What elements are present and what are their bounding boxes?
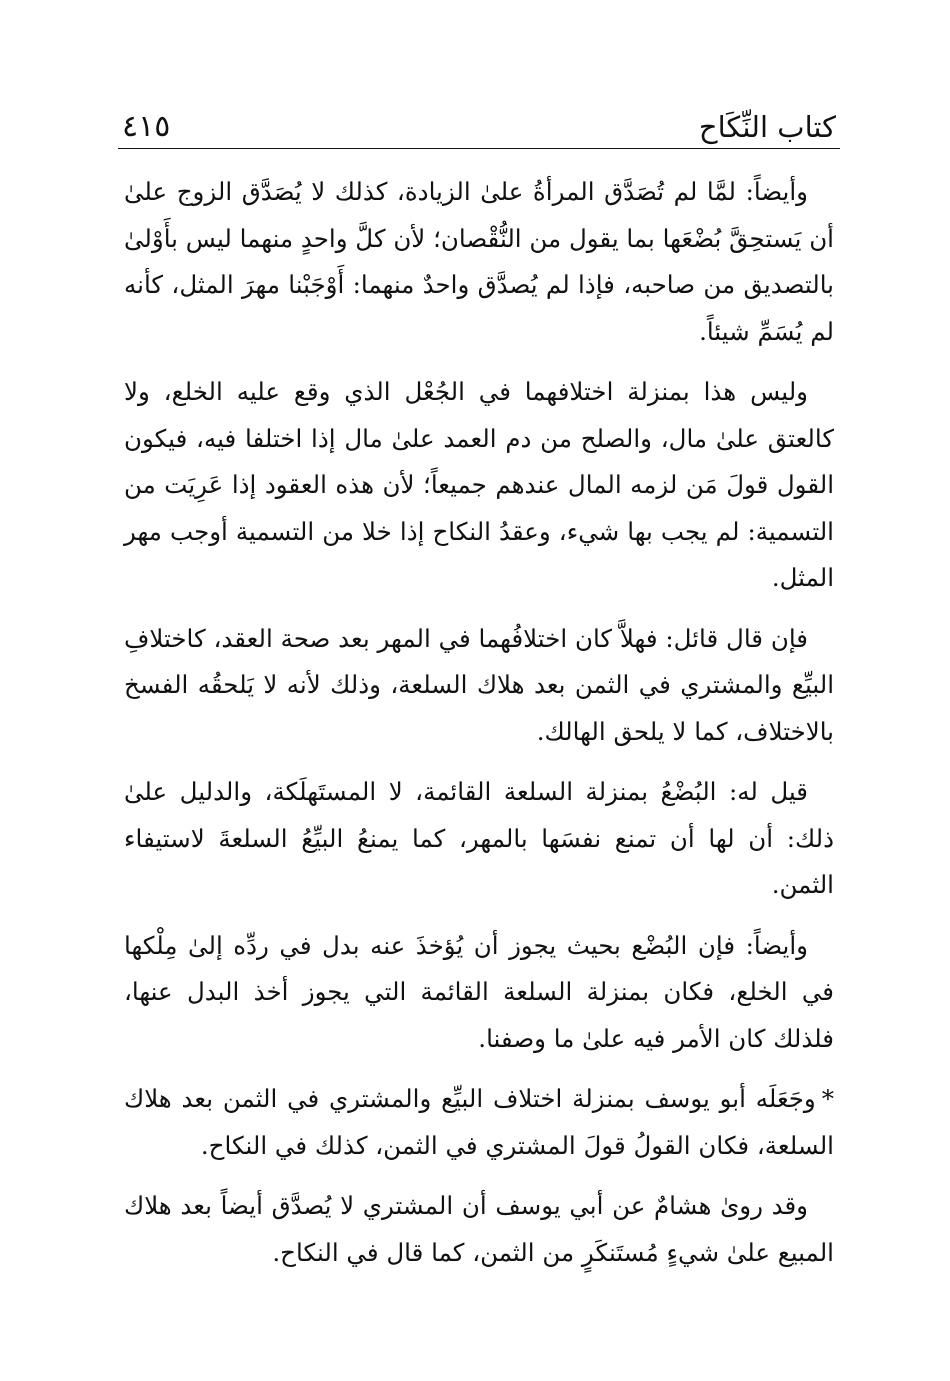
star-paragraph [124, 1076, 834, 1169]
paragraph-1: وأيضاً: لمَّا لم تُصَدَّق المرأةُ علىٰ الزيادة، كذلك لا يُصَدَّق الزوج علىٰ أن يَستحِقَّ بُضْعَها بما يقول من النُّقْصان؛ لأن كلَّ واحدٍ منهما ليس بأَوْلىٰ بالتصديق من صاحبه، فإذا لم يُصدَّق واحدٌ منهما: أَوْجَبْنا مهرَ المثل، كأنه لم يُسَمِّ شيئاً. [123, 177, 834, 346]
paragraph-2: وليس هذا بمنزلة اختلافهما في الجُعْل الذي وقع عليه الخلع، ولا كالعتق علىٰ مال، والصلح من دم العمد علىٰ مال إذا اختلفا فيه، فيكون القول قولَ مَن لزمه المال عندهم جميعاً؛ لأن هذه العقود إذا عَرِيَت من التسمية: لم يجب بها شيء، وعقدُ النكاح إذا خلا من التسمية أوجب مهر المثل. [124, 377, 834, 592]
running-header [118, 92, 840, 149]
paragraph-4: قيل له: البُضْعُ بمنزلة السلعة القائمة، لا المستَهلَكة، والدليل علىٰ ذلك: أن لها أن تمنع نفسَها بالمهر، كما يمنعُ البيِّعُ السلعةَ لاستيفاء الثمن. [124, 777, 834, 899]
paragraph-5: وأيضاً: فإن البُضْع بحيث يجوز أن يُؤخذَ عنه بدل في ردِّه إلىٰ مِلْكها في الخلع، فكان بمنزلة السلعة القائمة التي يجوز أخذ البدل عنها، فلذلك كان الأمر فيه علىٰ ما وصفنا. [124, 930, 834, 1053]
asterisk-mark: * [821, 1084, 834, 1113]
star-paragraph-text: وجَعَلَه أبو يوسف بمنزلة اختلاف البيِّع والمشتري في الثمن بعد هلاك السلعة، فكان القولُ قولَ المشتري في الثمن، كذلك في النكاح. [124, 1084, 834, 1160]
paragraph-3: فإن قال قائل: فهلاَّ كان اختلافُهما في المهر بعد صحة العقد، كاختلافِ البيِّع والمشتري في الثمن بعد هلاك السلعة، وذلك لأنه لا يَلحقُه الفسخ بالاختلاف، كما لا يلحق الهالك. [124, 623, 834, 746]
chapter-title: كتاب النِّكَاح [698, 110, 836, 144]
page-number: ٤١٥ [122, 109, 171, 144]
book-page [118, 92, 840, 1292]
final-paragraph: وقد روىٰ هشامٌ عن أبي يوسف أن المشتري لا يُصدَّق أيضاً بعد هلاك المبيع علىٰ شيءٍ مُستَنكَرٍ من الثمن، كما قال في النكاح. [124, 1191, 834, 1267]
page-body [118, 169, 840, 1276]
